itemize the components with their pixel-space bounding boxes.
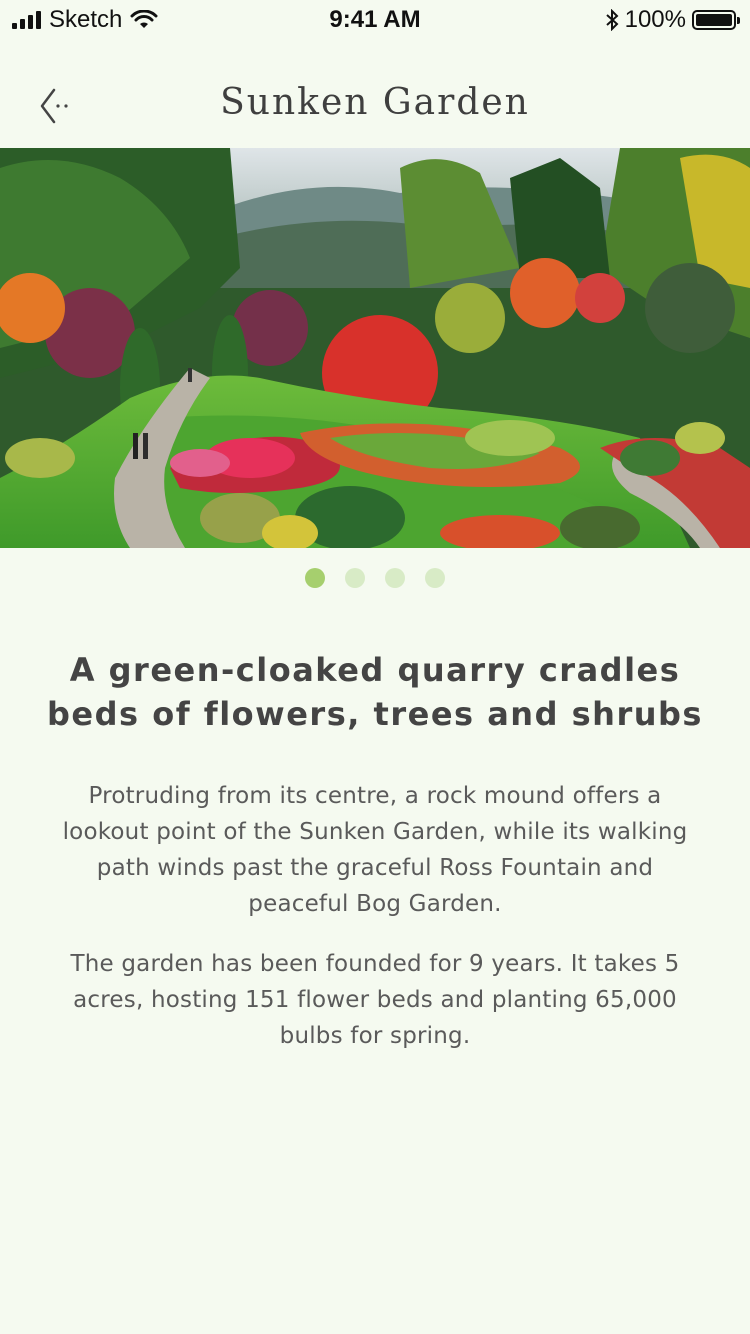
hero-carousel[interactable] (0, 148, 750, 548)
carrier-label: Sketch (49, 6, 123, 33)
status-bar (0, 0, 750, 40)
navigation-bar (0, 60, 750, 150)
status-right (605, 6, 736, 34)
pagination-dot[interactable] (385, 568, 405, 588)
pagination-dot[interactable] (305, 568, 325, 588)
facts-paragraph: The garden has been founded for 9 years. It takes 5 acres, hosting 151 flower beds and planting 65,000 bulbs for spring. (70, 951, 680, 1049)
description-paragraph: Protruding from its centre, a rock mound offers a lookout point of the Sunken Garden, while its walking path winds past the graceful Ross Fountain and peaceful Bog Garden. (62, 783, 688, 917)
garden-photo (0, 148, 750, 548)
battery-icon (692, 10, 736, 30)
pagination-dot[interactable] (345, 568, 365, 588)
carousel-pagination (0, 568, 750, 588)
bluetooth-icon (605, 9, 619, 31)
pagination-dot[interactable] (425, 568, 445, 588)
section-heading: A green-cloaked quarry cradles beds of flowers, trees and shrubs (47, 651, 703, 733)
status-time: 9:41 AM (329, 6, 421, 33)
page-title: Sunken Garden (220, 82, 530, 123)
battery-percent: 100% (624, 6, 686, 33)
